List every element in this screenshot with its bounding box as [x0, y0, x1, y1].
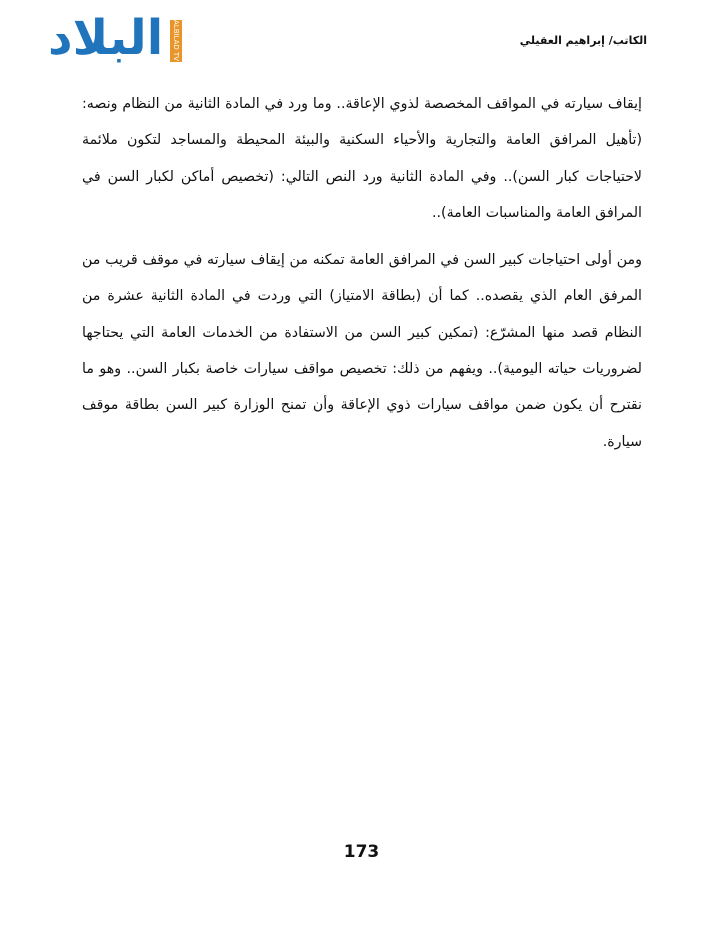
- paragraph-2: ومن أولى احتياجات كبير السن في المرافق العامة تمكنه من إيقاف سيارته في موقف قريب من المرفق العام الذي يقصده.. كما أن (بطاقة الامتياز) التي وردت في المادة الثانية عشرة من النظام قصد منها المشرّع: (تمكين كبير السن من الاستفادة من الخدمات العامة التي يحتاجها لضروريات حياته اليومية).. ويفهم من ذلك: تخصيص مواقف سيارات خاصة بكبار السن.. وهو ما نقترح أن يكون ضمن مواقف سيارات ذوي الإعاقة وأن تمنح الوزارة كبير السن بطاقة موقف سيارة.: [82, 252, 642, 450]
- logo-tv-badge: ALBILAD TV: [172, 20, 180, 62]
- logo-wordmark: البلاد: [48, 10, 164, 66]
- newspaper-logo: [48, 10, 188, 66]
- paragraph-1: إيقاف سيارته في المواقف المخصصة لذوي الإعاقة.. وما ورد في المادة الثانية من النظام ونصه: (تأهيل المرافق العامة والتجارية والأحياء السكنية والبيئة المحيطة والمساجد لتكون ملائمة لاحتياجات كبار السن).. وفي المادة الثانية ورد النص التالي: (تخصيص أماكن لكبار السن في المرافق العامة والمناسبات العامة)..: [82, 96, 642, 221]
- page-number: 173: [343, 842, 380, 862]
- author-line: الكاتب/ إبراهيم العقيلي: [519, 34, 647, 47]
- article-body: [82, 86, 642, 471]
